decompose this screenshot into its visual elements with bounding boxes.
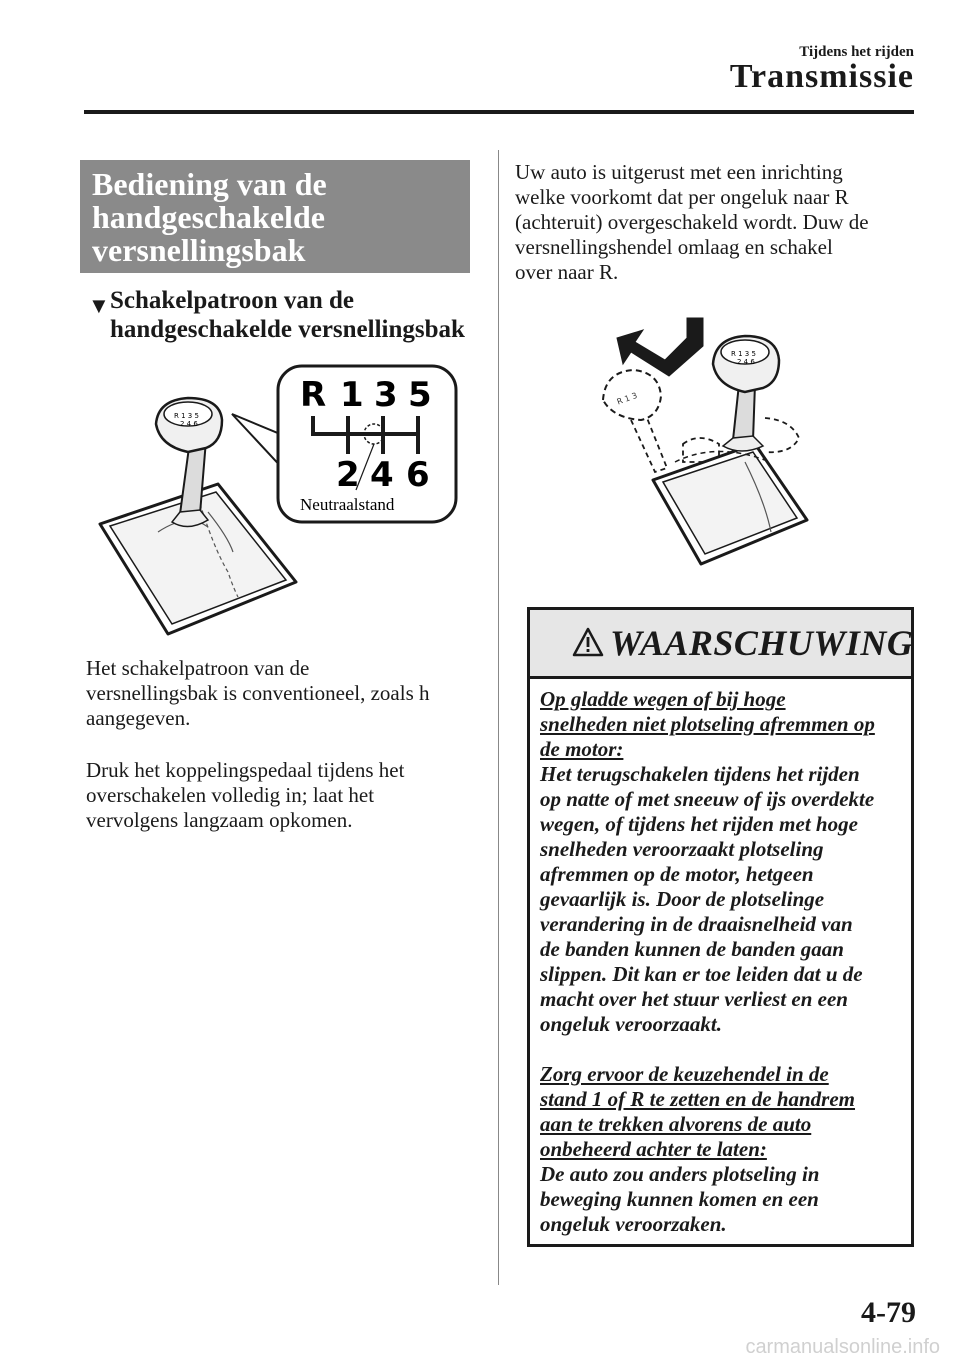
warning-heading-line: Zorg ervoor de keuzehendel in de	[540, 1062, 829, 1086]
warning-body	[530, 679, 911, 1237]
subheading-line: Schakelpatroon van de	[110, 287, 355, 314]
text-line: aangegeven.	[86, 706, 191, 730]
svg-text:R 1 3: R 1 3	[615, 390, 639, 407]
svg-text:R 1 3 5: R 1 3 5	[174, 412, 199, 420]
warning-text-line: slippen. Dit kan er toe leiden dat u de	[540, 962, 863, 986]
warning-text-line: ongeluk veroorzaken.	[540, 1212, 727, 1236]
warning-header	[530, 610, 914, 679]
text-line: Het schakelpatroon van de	[86, 656, 310, 680]
column-divider	[498, 150, 499, 1285]
warning-text-line: afremmen op de motor, hetgeen	[540, 862, 814, 886]
warning-triangle-icon	[572, 627, 604, 657]
warning-text-line: gevaarlijk is. Door de plotselinge	[540, 887, 825, 911]
page-number: 4-79	[861, 1296, 916, 1329]
gear-label-2: 2	[336, 455, 360, 495]
warning-heading-line: de motor:	[540, 737, 624, 761]
title-line: versnellingsbak	[92, 232, 306, 268]
gear-label-6: 6	[406, 455, 430, 495]
section-title	[80, 160, 470, 273]
paragraph-clutch	[86, 758, 486, 833]
warning-text-line: Het terugschakelen tijdens het rijden	[540, 762, 860, 786]
reverse-shift-figure	[595, 312, 815, 572]
gear-label-4: 4	[370, 455, 394, 495]
warning-text-line: beweging kunnen komen en een	[540, 1187, 819, 1211]
warning-heading-line: Op gladde wegen of bij hoge	[540, 687, 786, 711]
warning-text-line: verandering in de draaisnelheid van	[540, 912, 853, 936]
shift-pattern-figure	[88, 362, 468, 642]
warning-box	[527, 607, 914, 1247]
title-line: Bediening van de	[92, 166, 327, 202]
watermark: carmanualsonline.info	[745, 1336, 940, 1358]
subheading	[88, 286, 478, 344]
warning-text-line: ongeluk veroorzaakt.	[540, 1012, 723, 1036]
warning-title: WAARSCHUWING	[610, 623, 914, 663]
warning-heading-line: snelheden niet plotseling afremmen op	[540, 712, 875, 736]
text-line: versnellingsbak is conventioneel, zoals h	[86, 681, 430, 705]
header-section: Tijdens het rijden	[799, 44, 914, 60]
warning-text-line: macht over het stuur verliest en een	[540, 987, 848, 1011]
warning-text-line: de banden kunnen de banden gaan	[540, 937, 844, 961]
header-rule	[84, 110, 914, 114]
svg-text:R 1 3 5: R 1 3 5	[731, 350, 756, 358]
gear-label-3: 3	[374, 375, 398, 415]
text-line: (achteruit) overgeschakeld wordt. Duw de	[515, 210, 869, 234]
warning-text-line: De auto zou anders plotseling in	[540, 1162, 820, 1186]
gear-label-r: R	[300, 375, 327, 415]
gear-label-1: 1	[340, 375, 364, 415]
text-line: Druk het koppelingspedaal tijdens het	[86, 758, 405, 782]
text-line: overschakelen volledig in; laat het	[86, 783, 375, 807]
triangle-marker-icon: ▼	[88, 293, 110, 318]
text-line: over naar R.	[515, 260, 619, 284]
subheading-line: handgeschakelde versnellingsbak	[110, 316, 465, 343]
warning-heading-line: onbeheerd achter te laten:	[540, 1137, 767, 1161]
warning-heading-line: aan te trekken alvorens de auto	[540, 1112, 812, 1136]
text-line: welke voorkomt dat per ongeluk naar R	[515, 185, 849, 209]
paragraph-shift-pattern	[86, 656, 486, 731]
paragraph-gap	[540, 1037, 901, 1062]
gear-label-5: 5	[408, 375, 432, 415]
warning-text-line: snelheden veroorzaakt plotseling	[540, 837, 824, 861]
warning-heading-line: stand 1 of R te zetten en de handrem	[540, 1087, 856, 1111]
svg-text:2 4 6: 2 4 6	[737, 358, 755, 366]
header-chapter: Transmissie	[729, 58, 914, 95]
text-line: Uw auto is uitgerust met een inrichting	[515, 160, 843, 184]
text-line: versnellingshendel omlaag en schakel	[515, 235, 833, 259]
paragraph-reverse-lockout	[515, 160, 915, 285]
svg-text:2 4 6: 2 4 6	[180, 420, 198, 428]
text-line: vervolgens langzaam opkomen.	[86, 808, 353, 832]
warning-text-line: wegen, of tijdens het rijden met hoge	[540, 812, 858, 836]
neutral-callout-label: Neutraalstand	[300, 495, 395, 514]
warning-text-line: op natte of met sneeuw of ijs overdekte	[540, 787, 875, 811]
title-line: handgeschakelde	[92, 199, 325, 235]
push-down-arrow-icon	[617, 318, 703, 376]
